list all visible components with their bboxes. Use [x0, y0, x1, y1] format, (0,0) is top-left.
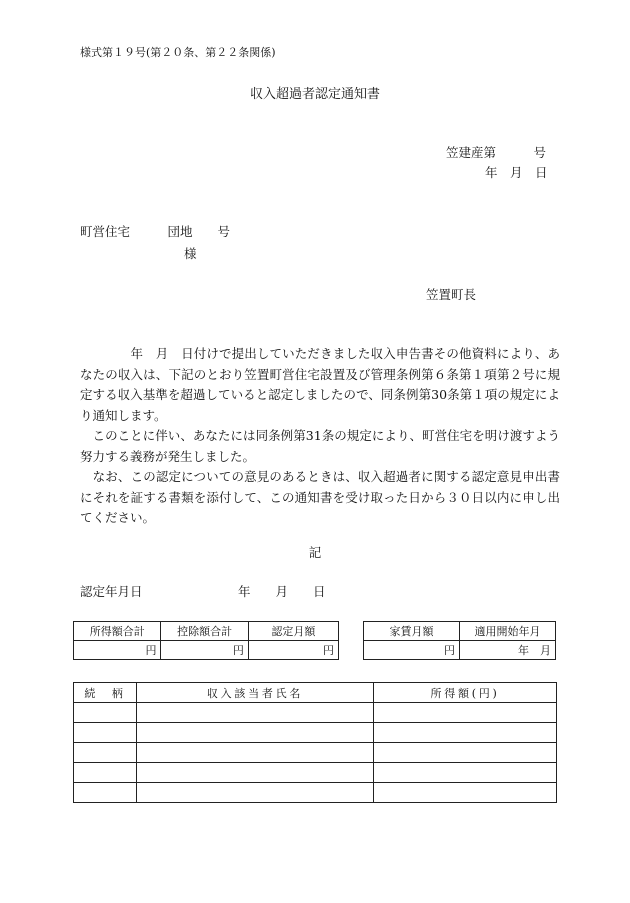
body-paragraph-1: 年 月 日付けで提出していただきました収入申告書その他資料により、あなたの収入は、下記のとおり笠置町営住宅設置及び管理条例第６条第１項第２号に規定する収入基準を超過していると認定しましたので、同条例第30条第１項の規定により通知します。 — [80, 346, 560, 423]
body-paragraph-2: このことに伴い、あなたには同条例第31条の規定により、町営住宅を明け渡すよう努力する義務が発生しました。 — [80, 428, 560, 464]
nintei-monthly-cell: 円 — [248, 641, 338, 660]
table-row — [74, 723, 557, 743]
income-amount-cell — [374, 723, 557, 743]
header-start-month: 適用開始年月 — [460, 622, 556, 641]
nintei-date-label: 認定年月日 — [80, 584, 143, 599]
start-month-cell: 年 月 — [460, 641, 556, 660]
income-amount-cell — [374, 703, 557, 723]
person-name-cell — [137, 743, 374, 763]
relationship-cell — [74, 783, 137, 803]
table-header-row — [74, 622, 339, 641]
ki-heading: 記 — [308, 545, 322, 560]
table-row — [364, 641, 556, 660]
header-income-amount: 所得額(円) — [374, 683, 557, 703]
recipient-honorific: 様 — [184, 246, 197, 261]
income-amount-cell — [374, 763, 557, 783]
recipient-address: 町営住宅 団地 号 — [80, 224, 231, 239]
income-persons-table — [73, 682, 557, 803]
rent-table — [363, 621, 556, 660]
relationship-cell — [74, 703, 137, 723]
header-rent-monthly: 家賃月額 — [364, 622, 460, 641]
rent-monthly-cell: 円 — [364, 641, 460, 660]
person-name-cell — [137, 783, 374, 803]
table-header-row — [74, 683, 557, 703]
header-person-name: 収入該当者氏名 — [137, 683, 374, 703]
deduction-total-cell: 円 — [161, 641, 248, 660]
form-number: 様式第１９号(第２０条、第２２条関係) — [80, 46, 276, 59]
header-deduction-total: 控除額合計 — [161, 622, 248, 641]
relationship-cell — [74, 743, 137, 763]
person-name-cell — [137, 763, 374, 783]
header-income-total: 所得額合計 — [74, 622, 161, 641]
document-date: 年 月 日 — [485, 165, 548, 180]
header-relationship: 続 柄 — [74, 683, 137, 703]
table-header-row — [364, 622, 556, 641]
table-row — [74, 763, 557, 783]
table-row — [74, 743, 557, 763]
table-row — [74, 641, 339, 660]
income-amount-cell — [374, 743, 557, 763]
header-nintei-monthly: 認定月額 — [248, 622, 338, 641]
income-summary-table — [73, 621, 339, 660]
nintei-date-value: 年 月 日 — [238, 584, 326, 599]
document-number: 笠建産第 号 — [446, 145, 547, 160]
income-amount-cell — [374, 783, 557, 803]
body-text — [80, 344, 560, 529]
person-name-cell — [137, 703, 374, 723]
table-row — [74, 783, 557, 803]
relationship-cell — [74, 723, 137, 743]
person-name-cell — [137, 723, 374, 743]
income-total-cell: 円 — [74, 641, 161, 660]
document-title: 収入超過者認定通知書 — [249, 87, 380, 102]
sender-name: 笠置町長 — [426, 287, 477, 302]
table-row — [74, 703, 557, 723]
body-paragraph-3: なお、この認定についての意見のあるときは、収入超過者に関する認定意見申出書にそれを証する書類を添付して、この通知書を受け取った日から３０日以内に申し出てください。 — [80, 469, 560, 525]
relationship-cell — [74, 763, 137, 783]
